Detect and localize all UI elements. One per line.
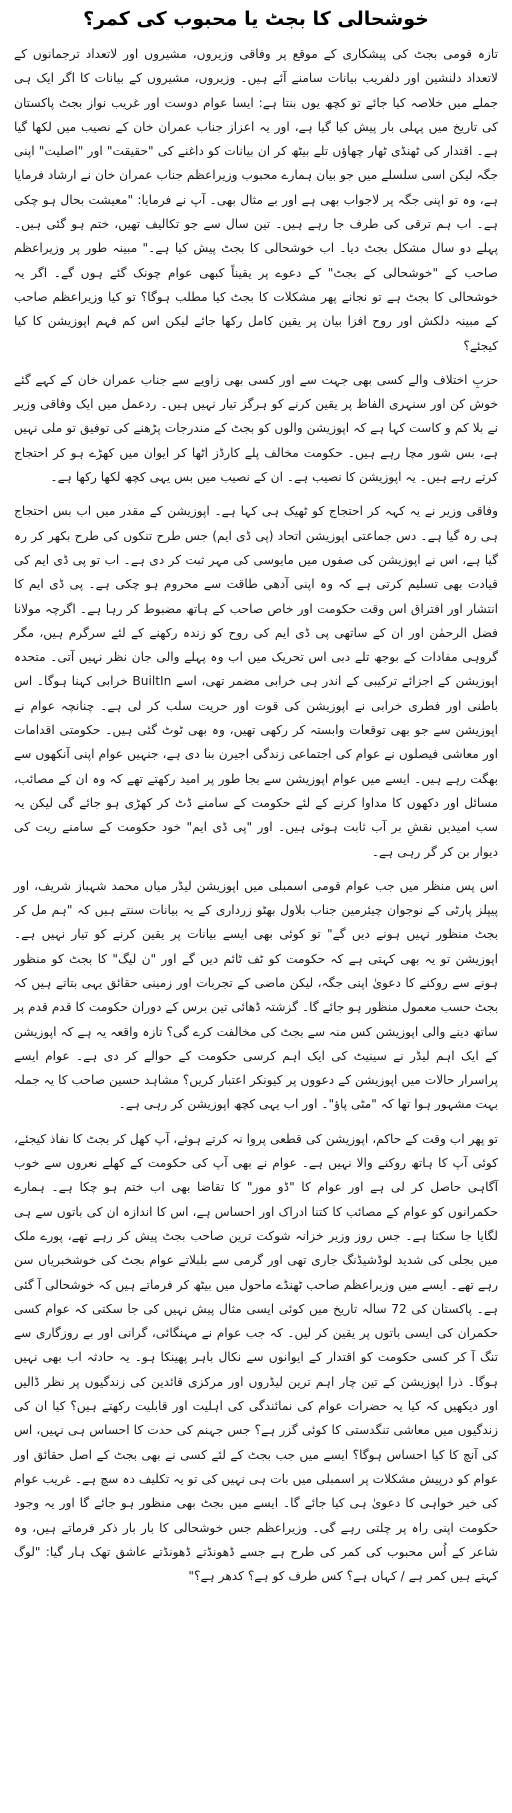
article-paragraph: تازہ قومی بجٹ کی پیشکاری کے موقع پر وفاقی وزیروں، مشیروں اور لاتعداد ترجمانوں کے لاتعداد دلنشین اور دلفریب بیانات سامنے آئے ہیں۔ وزیروں، مشیروں کے بیانات کا اگر ایک ہی جملے میں خلاصہ کیا جائے تو کچھ یوں بنتا ہے: ایسا عوام دوست اور غریب نواز بجٹ پاکستان کی تاریخ میں پہلی بار پیش کیا گیا ہے، اور یہ اعزاز جناب عمران خان کے نصیب میں لکھا گیا ہے۔ اقتدار کی ٹھنڈی ٹھار چھاؤں تلے بیٹھ کر ان بیانات کو داغنے کی "حقیقت" اور "اصلیت" اپنی جگہ لیکن اسی سلسلے میں جو بیان ہمارے محبوب وزیراعظم جناب عمران خان نے ارشاد فرمایا ہے، وہ تو اپنی جگہ پر لاجواب بھی ہے اور بے مثال بھی۔ آپ نے فرمایا: "معیشت بحال ہو چکی ہے۔ اب ہم ترقی کی طرف جا رہے ہیں۔ تین سال سے جو تکالیف تھیں، ختم ہو گئی ہیں۔ پہلے دو سال مشکل بجٹ دیا۔ اب خوشحالی کا بجٹ پیش کیا ہے۔" مبینہ طور پر وزیراعظم صاحب کے "خوشحالی کے بجٹ" کے دعوے پر یقیناً کبھی عوام چونک گئے ہوں گے۔ اگر یہ خوشحالی کا بجٹ ہے تو نجانے پھر مشکلات کا بجٹ کیا مطلب ہوگا؟ تو کیا وزیراعظم صاحب کے مبینہ دلکش اور روح افزا بیان پر یقین کامل رکھا جائے لیکن اس کم فہم اپوزیشن کا کیا کیجئے؟ (14, 47, 498, 353)
article-paragraph: حزبِ اختلاف والے کسی بھی جہت سے اور کسی بھی زاویے سے جناب عمران خان کے کہے گئے خوش کن اور سنہری الفاظ پر یقین کرنے کو ہرگز تیار نہیں ہیں۔ ردعمل میں ایک وفاقی وزیر نے بلا کم و کاست کہا ہے کہ اپوزیشن والوں کو بجٹ کے مندرجات پڑھنے کی توفیق تو ملی نہیں ہے، بس شور مچا رہے ہیں۔ حکومت مخالف پلے کارڈز اٹھا کر ایوان میں کھڑے ہو کر احتجاج کرتے رہے ہیں۔ یہ اپوزیشن کا نصیب ہے۔ ان کے نصیب میں بس یہی کچھ لکھا رکھا ہے۔ (14, 372, 498, 485)
article-headline: خوشحالی کا بجٹ یا محبوب کی کمر؟ (83, 8, 429, 30)
article-paragraph: تو پھر اب وقت کے حاکم، اپوزیشن کی قطعی پروا نہ کرتے ہوئے، آپ کھل کر بجٹ کا نفاذ کیجئے، کوئی آپ کا ہاتھ روکنے والا نہیں ہے۔ عوام نے بھی آپ کی حکومت کے کھلے نعروں سے خوب آگاہی حاصل کر لی ہے اور عوام کا "ڈو مور" کا تقاضا بھی اب ختم ہو چکا ہے۔ ہمارے حکمرانوں کو عوام کے مصائب کا کتنا ادراک اور احساس ہے، اس کا اندازہ ان کی باتوں سے ہی لگایا جا سکتا ہے۔ جس روز وزیر خزانہ شوکت ترین صاحب بجٹ پیش کر رہے تھے، پورے ملک میں بجلی کی شدید لوڈشیڈنگ جاری تھی اور گرمی سے بلبلاتے عوام بجٹ کی خوشخبریاں سن رہے تھے۔ ایسے میں وزیراعظم صاحب ٹھنڈے ماحول میں بیٹھ کر فرماتے ہیں کہ خوشحالی آ گئی ہے۔ پاکستان کی 72 سالہ تاریخ میں کوئی ایسی مثال پیش نہیں کی جا سکتی کہ عوام کسی حکمران کی ایسی باتوں پر یقین کر لیں۔ کہ جب عوام نے مہنگائی، گرانی اور بے روزگاری سے تنگ آ کر کسی حکومت کو اقتدار کے ایوانوں سے نکال باہر پھینکا ہو۔ یہ حادثہ اب بھی نہیں ہوگا۔ ذرا اپوزیشن کے تین چار اہم ترین لیڈروں اور مرکزی قائدین کی زندگیوں پر نظر ڈالیں اور دیکھیں کہ کیا یہ حضرات عوام کی نمائندگی کی اہلیت اور قابلیت رکھتے ہیں؟ کیا ان کی زندگیوں میں معاشی تنگدستی کا کوئی گزر ہے؟ جس جہنم کی حدت کا احساس ہی نہیں، اس کی آنچ کا کیا احساس ہوگا؟ ایسے میں جب بجٹ کے لئے کسی نے بھی بجٹ کے اصل حقائق اور عوام کو درپیش مشکلات پر اسمبلی میں بات ہی نہیں کی تو یہ تکلیف دہ سچ ہے۔ غریب عوام کی خیر خواہی کا دعویٰ ہی کیا جائے گا۔ ایسے میں بجٹ بھی منظور ہو جائے گا اور یہ وجود حکومت اپنی راہ پر چلتی رہے گی۔ وزیراعظم جس خوشحالی کا بار بار ذکر فرماتے ہیں، وہ شاعر کے اُس محبوب کی کمر کی طرح ہے جسے ڈھونڈتے ڈھونڈتے عاشق تھک ہار گیا: "لوگ کہتے ہیں کمر ہے / کہاں ہے؟ کس طرف کو ہے؟ کدھر ہے؟" (14, 1131, 498, 1584)
article-paragraph: وفاقی وزیر نے یہ کہہ کر احتجاج کو ٹھیک ہی کہا ہے۔ اپوزیشن کے مقدر میں اب بس احتجاج ہی رہ گیا ہے۔ دس جماعتی اپوزیشن اتحاد (پی ڈی ایم) جس طرح تنکوں کی طرح بکھر کر رہ گیا ہے، اس نے اپوزیشن کی صفوں میں مایوسی کی مہر ثبت کر دی ہے۔ اب تو پی ڈی ایم کی قیادت بھی تسلیم کرتی ہے کہ وہ اپنی آدھی طاقت سے محروم ہو چکی ہے۔ پی ڈی ایم کا انتشار اور افتراق اس وقت حکومت اور خاص صاحب کے ہاتھ مضبوط کر رہا ہے۔ اگرچہ مولانا فضل الرحمٰن اور ان کے ساتھی پی ڈی ایم کی روح کو زندہ رکھنے کے لئے سرگرم ہیں، مگر گروہی مفادات کے بوجھ تلے دبی اس تحریک میں اب وہ پہلے والی جان نظر نہیں آتی۔ متحدہ اپوزیشن کے اجزائے ترکیبی کے اندر ہی خرابی مضمر تھی، اسے BuiltIn خرابی کہنا ہوگا۔ اس باطنی اور فطری خرابی نے اپوزیشن کی قوت اور حریت سلب کر لی ہے۔ چنانچہ عوام نے اپوزیشن سے جو بھی توقعات وابستہ کر رکھی تھیں، وہ بھی ٹوٹ گئی ہیں۔ حکومتی اقدامات اور معاشی فیصلوں نے عوام کی اجتماعی زندگی اجیرن بنا دی ہے، جنہیں عوام اپنی آنکھوں سے بھگت رہے ہیں۔ ایسے میں عوام اپوزیشن سے بجا طور پر امید رکھتے تھے کہ وہ ان کے مصائب، مسائل اور دکھوں کا مداوا کرنے کے لئے حکومت کے سامنے ڈٹ کر کھڑی ہو جائے گی لیکن یہ سب امیدیں نقشِ بر آب ثابت ہوئی ہیں۔ اور "پی ڈی ایم" خود حکومت کے سامنے ریت کی دیوار بن کر گر رہی ہے۔ (14, 504, 498, 859)
article-paragraph: اس پس منظر میں جب عوام قومی اسمبلی میں اپوزیشن لیڈر میاں محمد شہباز شریف، اور پیپلز پارٹی کے نوجوان چیئرمین جناب بلاول بھٹو زرداری کے یہ بیانات سنتے ہیں کہ "ہم مل کر بجٹ منظور نہیں ہونے دیں گے" تو کوئی بھی ایسے بیانات پر یقین کرنے کو تیار نہیں ہے۔ اپوزیشن تو یہ بھی کہتی ہے کہ حکومت کو ٹف ٹائم دیں گے اور "ن لیگ" کا بجٹ کو منظور ہونے سے روکنے کا دعویٰ اپنی جگہ، لیکن ماضی کے تجربات اور زمینی حقائق یہی بتاتے ہیں کہ بجٹ حسب معمول منظور ہو جائے گا۔ گزشتہ ڈھائی تین برس کے دوران حکومت کا قدم قدم پر ساتھ دینے والی اپوزیشن کس منہ سے بجٹ کی مخالفت کرے گی؟ تازہ واقعہ یہ ہے کہ اپوزیشن کے ایک اہم لیڈر نے سینیٹ کی ایک اہم کرسی حکومت کے حوالے کر دی ہے۔ عوام ایسے پراسرار حالات میں اپوزیشن کے دعووں پر کیونکر اعتبار کریں؟ مشاہد حسین صاحب کا یہ جملہ بہت مشہور ہوا تھا کہ "مٹی پاؤ"۔ اور اب یہی کچھ اپوزیشن کر رہی ہے۔ (14, 878, 498, 1112)
